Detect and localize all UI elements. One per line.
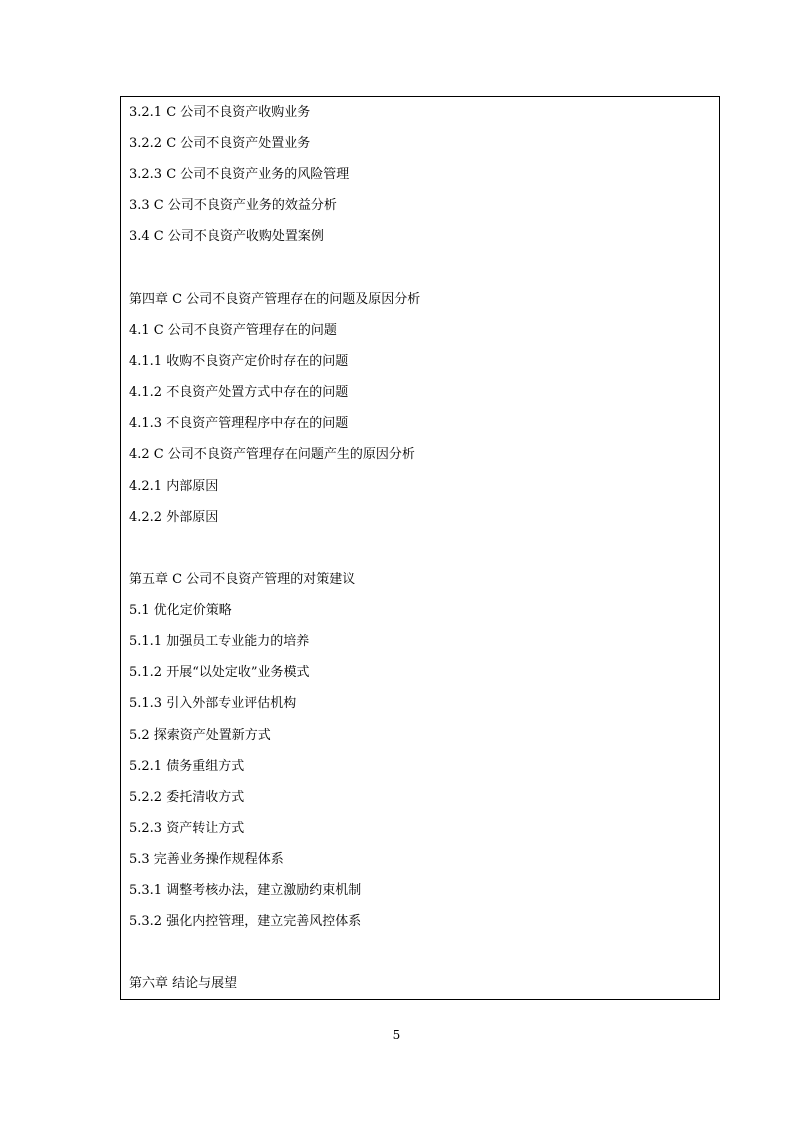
outline-line-4-1-3: 4.1.3 不良资产管理程序中存在的问题 [129,416,349,431]
outline-line-5-1: 5.1 优化定价策略 [129,603,232,618]
outline-line-5-3: 5.3 完善业务操作规程体系 [129,852,284,867]
page-number: 5 [392,1028,401,1042]
outline-line-4-2: 4.2 C 公司不良资产管理存在问题产生的原因分析 [129,447,415,462]
outline-line-5-2-1: 5.2.1 债务重组方式 [129,759,245,774]
outline-line-3-2-1: 3.2.1 C 公司不良资产收购业务 [129,105,311,120]
outline-line-4-1-2: 4.1.2 不良资产处置方式中存在的问题 [129,385,349,400]
outline-line-5-3-1: 5.3.1 调整考核办法，建立激励约束机制 [129,883,362,898]
outline-line-5-2: 5.2 探索资产处置新方式 [129,728,271,743]
outline-line-5-2-3: 5.2.3 资产转让方式 [129,821,245,836]
chapter-5-heading: 第五章 C 公司不良资产管理的对策建议 [129,572,356,587]
outline-line-5-1-1: 5.1.1 加强员工专业能力的培养 [129,634,310,649]
outline-box [120,96,720,1000]
outline-line-4-1-1: 4.1.1 收购不良资产定价时存在的问题 [129,354,349,369]
outline-line-5-1-3: 5.1.3 引入外部专业评估机构 [129,696,297,711]
outline-line-3-3: 3.3 C 公司不良资产业务的效益分析 [129,198,337,213]
outline-line-5-2-2: 5.2.2 委托清收方式 [129,790,245,805]
outline-line-3-4: 3.4 C 公司不良资产收购处置案例 [129,229,324,244]
outline-line-4-1: 4.1 C 公司不良资产管理存在的问题 [129,323,337,338]
chapter-6-heading: 第六章 结论与展望 [129,976,238,991]
outline-line-5-1-2: 5.1.2 开展“以处定收”业务模式 [129,665,310,680]
outline-line-3-2-3: 3.2.3 C 公司不良资产业务的风险管理 [129,167,350,182]
outline-line-5-3-2: 5.3.2 强化内控管理，建立完善风控体系 [129,914,362,929]
outline-line-3-2-2: 3.2.2 C 公司不良资产处置业务 [129,136,311,151]
outline-line-4-2-2: 4.2.2 外部原因 [129,510,219,525]
outline-line-4-2-1: 4.2.1 内部原因 [129,479,219,494]
chapter-4-heading: 第四章 C 公司不良资产管理存在的问题及原因分析 [129,292,421,307]
